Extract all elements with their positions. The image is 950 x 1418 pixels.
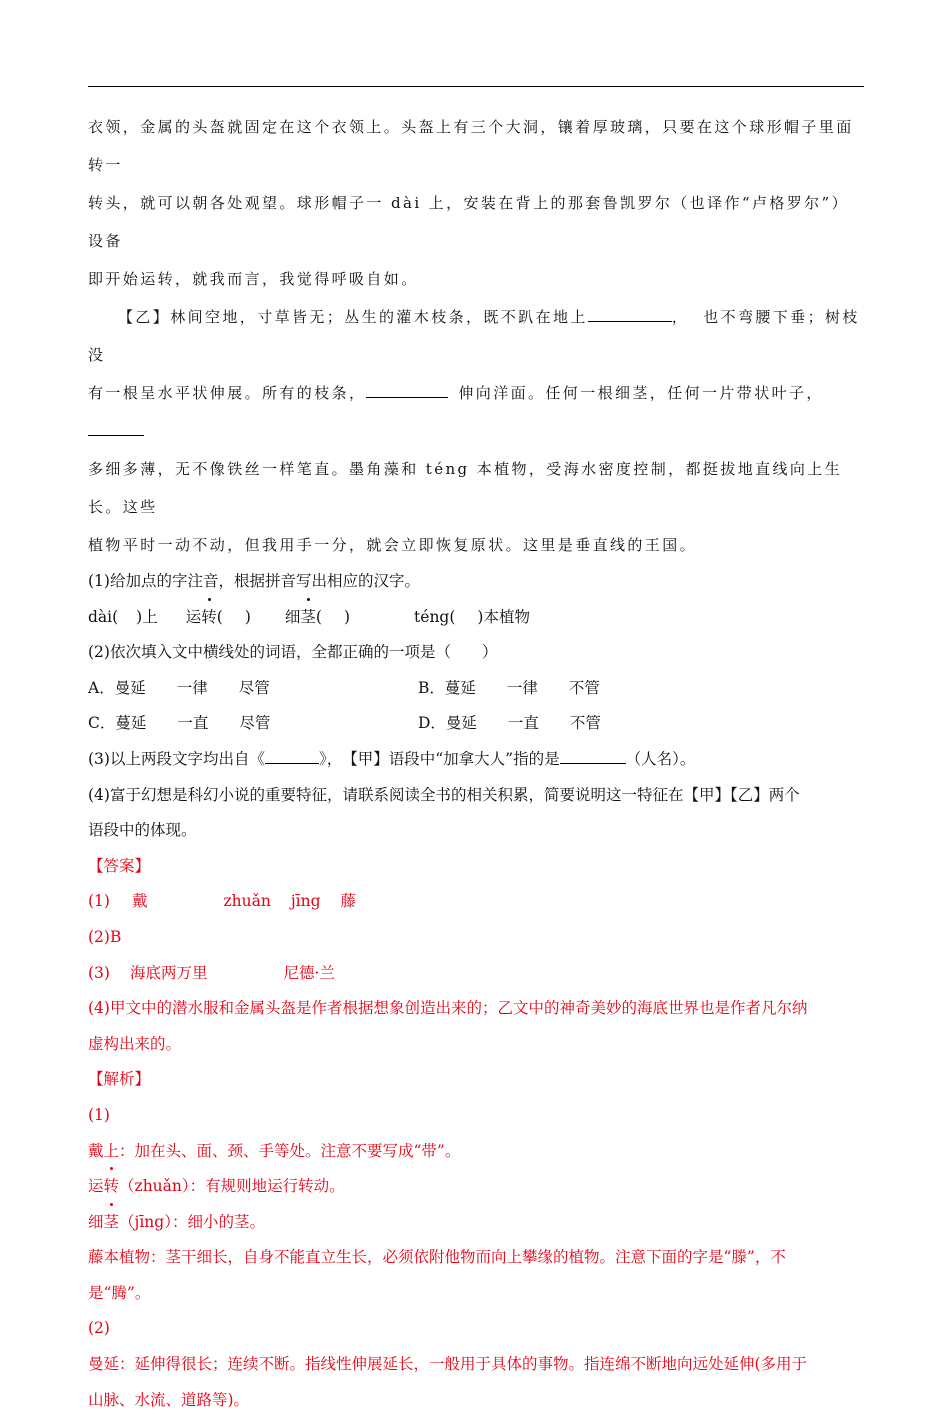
q1-item-dai: )上	[136, 607, 158, 626]
option-a: A．曼延 一律 尽管	[88, 678, 270, 697]
fill-blank-2	[366, 381, 448, 398]
fill-blank-1	[588, 305, 672, 322]
passage-yi-text: 也不弯腰下垂；树枝没	[88, 308, 860, 364]
q1-item-jing: 细	[284, 607, 301, 626]
analysis-jing-text: （jīng）：细小的茎。	[119, 1212, 265, 1231]
q1-item-teng: )本植物	[477, 607, 530, 626]
q1-item-zhuan: )	[244, 607, 251, 626]
answer-heading: 【答案】	[88, 856, 151, 875]
passage-yi-line-4: 植物平时一动不动，但我用手一分，就会立即恢复原状。这里是垂直线的王国。	[88, 536, 698, 554]
analysis-manyan-line-1: 曼延：延伸得很长；连续不断。指线性伸展延长，一般用于具体的事物。指连绵不断地向远处延伸(多用于	[88, 1355, 808, 1374]
answer-2: (2)B	[88, 927, 122, 946]
passage-yi-line-3: 多细多薄，无不像铁丝一样笔直。墨角藻和 téng 本植物，受海水密度控制，都挺拔地直线向上生长。这些	[88, 460, 843, 516]
q1-item-jing: )	[343, 607, 351, 626]
fill-blank-3	[88, 419, 144, 436]
answer-1-item: jīng	[290, 892, 321, 911]
passage-yi-text: 有一根呈水平状伸展。所有的枝条，	[88, 384, 367, 402]
q1-item-jing: (	[315, 607, 322, 626]
passage-jia-line-3: 即开始运转，就我而言，我觉得呼吸自如。	[88, 270, 419, 288]
passage-yi-line-2	[88, 374, 864, 450]
answer-4-line-1: (4)甲文中的潜水服和金属头盔是作者根据想象创造出来的；乙文中的神奇美妙的海底世界也是作者凡尔纳	[88, 999, 808, 1018]
analysis-zhuan-text: （zhuǎn）：有规则地运行转动。	[119, 1177, 345, 1196]
question-1-items	[88, 600, 864, 636]
document-body	[88, 108, 864, 1418]
q1-item-dai: dài(	[88, 607, 119, 626]
passage-yi-text: 【乙】林间空地，寸草皆无；丛生的灌木枝条，既不趴在地上	[118, 308, 588, 326]
analysis-part-1: (1)	[88, 1105, 110, 1124]
answer-3	[88, 956, 864, 992]
question-3-text: 》， 【甲】语段中“加拿大人”指的是	[318, 749, 560, 768]
answer-3-label: (3)	[88, 963, 110, 982]
header-rule	[88, 86, 864, 87]
passage-jia-line-1: 衣领，金属的头盔就固定在这个衣领上。头盔上有三个大洞，镶着厚玻璃，只要在这个球形帽子里面转一	[88, 118, 854, 174]
analysis-jing	[88, 1205, 864, 1241]
analysis-heading: 【解析】	[88, 1070, 151, 1089]
q1-item-zhuan: (	[216, 607, 223, 626]
answer-1-item: zhuǎn	[223, 892, 271, 911]
q1-item-teng: téng(	[414, 607, 456, 626]
question-3-text: （人名）。	[625, 749, 696, 768]
analysis-jing-text: 细	[88, 1212, 104, 1231]
passage-jia-line-2: 转头，就可以朝各处观望。球形帽子一 dài 上，安装在背上的那套鲁凯罗尔（也译作“卢格罗尔”）设备	[88, 194, 850, 250]
answer-1-item: 藤	[340, 892, 357, 911]
analysis-zhuan	[88, 1169, 864, 1205]
analysis-dai: 戴上：加在头、面、颈、手等处。注意不要写成“带”。	[88, 1141, 461, 1160]
q1-item-zhuan: 运	[185, 607, 202, 626]
analysis-manyan-line-2: 山脉、水流、道路等)。	[88, 1390, 250, 1409]
option-c: C．蔓延 一直 尽管	[88, 714, 271, 733]
answer-1-item: 戴	[131, 892, 148, 911]
option-d: D．曼延 一直 不管	[418, 714, 601, 733]
analysis-zhuan-text: 运	[88, 1177, 104, 1196]
dotted-character: 茎	[300, 600, 316, 636]
dotted-character: 转	[104, 1169, 120, 1205]
fill-blank-book	[265, 747, 319, 764]
answer-1	[88, 884, 864, 920]
question-4-line-2: 语段中的体现。	[88, 821, 197, 840]
question-3	[88, 742, 864, 778]
answer-4-line-2: 虚构出来的。	[88, 1034, 182, 1053]
answer-3-item: 尼德·兰	[283, 963, 335, 982]
passage-yi-line-1	[88, 298, 864, 374]
answer-3-item: 海底两万里	[129, 963, 208, 982]
option-b: B．蔓延 一律 不管	[418, 678, 600, 697]
analysis-teng-line-2: 是“腾”。	[88, 1283, 151, 1302]
dotted-character: 茎	[104, 1205, 120, 1241]
passage-yi-text: 伸向洋面。任何一根细茎，任何一片带状叶子，	[458, 384, 824, 402]
analysis-part-2: (2)	[88, 1319, 110, 1338]
analysis-teng-line-1: 藤本植物：茎干细长，自身不能直立生长，必须依附他物而向上攀缘的植物。注意下面的字是“滕”，不	[88, 1248, 786, 1267]
fill-blank-name	[560, 747, 626, 764]
question-2: (2)依次填入文中横线处的词语，全都正确的一项是（ ）	[88, 643, 498, 662]
question-4-line-1: (4)富于幻想是科幻小说的重要特征，请联系阅读全书的相关积累，简要说明这一特征在【甲】【乙】两个	[88, 785, 800, 804]
answer-1-label: (1)	[88, 892, 110, 911]
options-row-2	[88, 706, 864, 742]
passage-yi-text: ，	[671, 308, 690, 326]
dotted-character: 转	[201, 600, 217, 636]
options-row-1	[88, 671, 864, 707]
question-3-text: (3)以上两段文字均出自《	[88, 749, 265, 768]
question-1: (1)给加点的字注音，根据拼音写出相应的汉字。	[88, 572, 420, 590]
